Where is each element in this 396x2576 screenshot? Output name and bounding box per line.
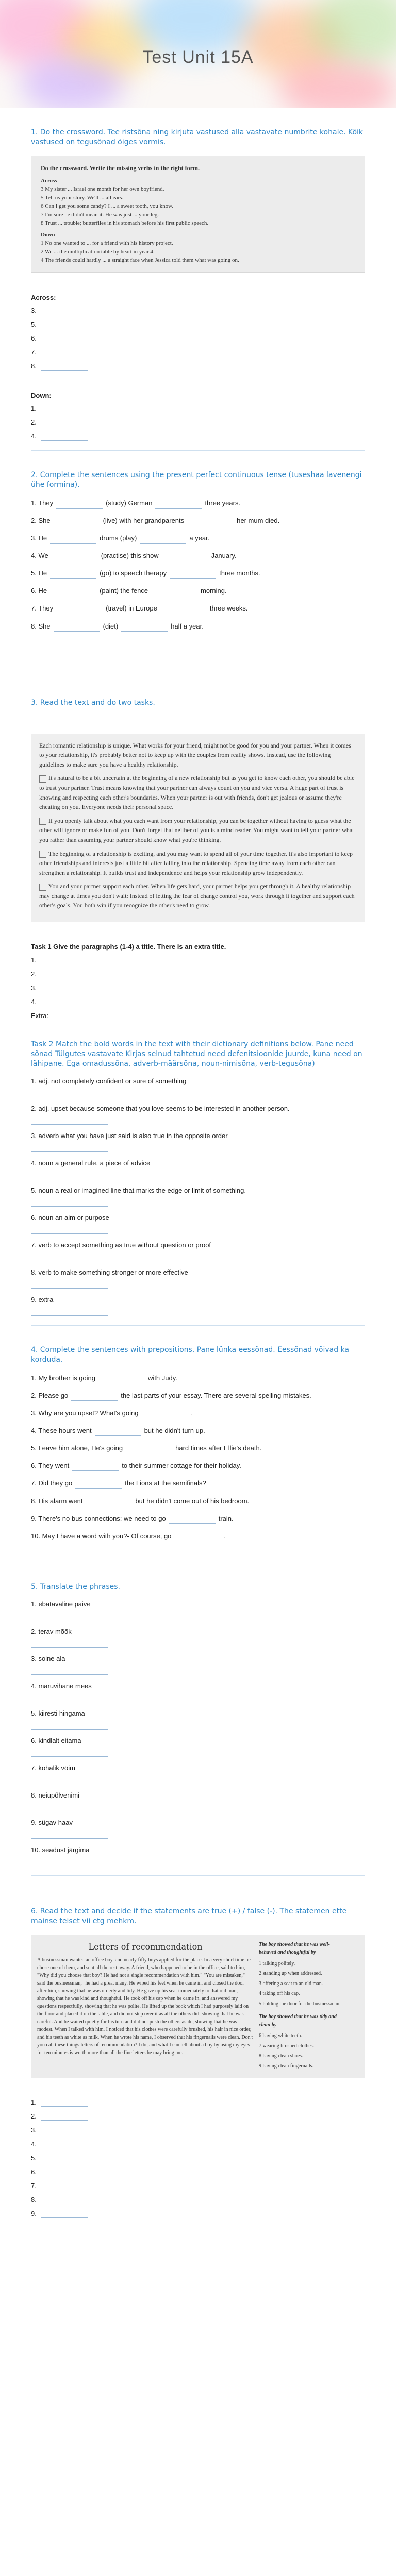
definition-text: 2. adj. upset because someone that you love seems to be interested in another person.	[31, 1104, 290, 1112]
sentence-start: 9. There's no bus connections; we need to go	[31, 1514, 166, 1522]
answer-input[interactable]	[170, 569, 216, 579]
task1-instruction: 1. Do the crossword. Tee ristsõna ning kirjuta vastused alla vastavate numbrite kohale. Kõik vastused on tegusõnad õiges vormis.	[31, 128, 364, 146]
answer-input[interactable]	[141, 1409, 188, 1418]
crossword-across-1: 5 Tell us your story. We'll ... all ears.	[41, 194, 124, 201]
sentence-end: .	[191, 1409, 193, 1417]
sentence-start: 3. Why are you upset? What's going	[31, 1409, 139, 1417]
crossword-across-0: 3 My sister ... Israel one month for her own boyfriend.	[41, 186, 164, 193]
sentence-row	[31, 551, 365, 561]
answer-input[interactable]	[187, 517, 234, 526]
field-num: 1.	[31, 404, 37, 413]
statement: 8 having clean shoes.	[259, 2053, 303, 2059]
sentence-row	[31, 1531, 365, 1541]
phrase-text: 7. kohalik vöim	[31, 1764, 75, 1772]
task3-sub2: Task 2 Match the bold words in the text with their dictionary definitions below. Pane need sõnad Tülgutes vastavate Kirjas selnud tahtetud need defenitsioonide juurde, kuna need on lähipane. Ega omadussõna, adverb-määrsõna, noun-nimisõna, verb-tegusõna)	[31, 1040, 362, 1068]
paragraph-number-box	[39, 818, 46, 825]
sentence-start: 6. He	[31, 587, 47, 595]
crossword-across-4: 8 Trust ... trouble; butterflies in his stomach before his first public speech.	[41, 220, 209, 227]
phrase-item	[31, 1846, 365, 1866]
sentence-row	[31, 1461, 365, 1471]
answer-input[interactable]	[41, 955, 150, 964]
crossword-across-3: 7 I'm sure he didn't mean it. He was just ... your leg.	[41, 211, 159, 218]
sentence-mid: (go) to speech therapy	[100, 569, 167, 578]
field-num: 6.	[31, 334, 37, 343]
sentence-row	[31, 1426, 365, 1436]
definition-item	[31, 1268, 365, 1289]
answer-input[interactable]	[41, 348, 88, 357]
phrase-item	[31, 1791, 365, 1811]
answer-input[interactable]	[41, 334, 88, 343]
answer-input[interactable]	[41, 2195, 88, 2204]
field-num: 4.	[31, 997, 37, 1006]
answer-input[interactable]	[57, 1011, 165, 1020]
crossword-across-title: Across	[41, 177, 57, 184]
phrase-item	[31, 1628, 365, 1648]
definition-text: 4. noun a general rule, a piece of advice	[31, 1159, 151, 1167]
phrase-item	[31, 1709, 365, 1730]
answer-input[interactable]	[41, 320, 88, 329]
answer-input[interactable]	[174, 1532, 221, 1541]
field-num: 5.	[31, 320, 37, 329]
sentence-mid: (diet)	[103, 622, 119, 630]
sentence-row	[31, 1391, 365, 1401]
definition-text: 6. noun an aim or purpose	[31, 1213, 109, 1222]
statement: 5 holding the door for the businessman.	[259, 2001, 341, 2007]
field-num: 2.	[31, 970, 37, 978]
definition-text: 5. noun a real or imagined line that marks the edge or limit of something.	[31, 1186, 246, 1194]
field-num: 9.	[31, 2209, 37, 2217]
crossword-across-2: 6 Can I get you some candy? I ... a sweet tooth, you know.	[41, 203, 174, 210]
field-num: 8.	[31, 362, 37, 370]
sentence-end: the Lions at the semifinals?	[125, 1479, 206, 1487]
phrase-text: 1. ebatavaline paive	[31, 1600, 91, 1608]
sentence-start: 4. We	[31, 551, 48, 560]
reading-text	[31, 734, 365, 922]
sentence-mid: (practise) this show	[101, 551, 159, 560]
statement: 4 taking off his cap.	[259, 1991, 300, 1997]
sentence-mid: (live) with her grandparents	[103, 516, 185, 524]
sentence-start: 2. Please go	[31, 1391, 69, 1399]
definition-text: 1. adj. not completely confident or sure of something	[31, 1077, 187, 1085]
sentence-row	[31, 1514, 365, 1524]
statement: 6 having white teeth.	[259, 2033, 302, 2039]
phrase-text: 6. kindlalt eitama	[31, 1736, 81, 1744]
answer-input[interactable]	[151, 587, 197, 596]
definition-item	[31, 1241, 365, 1261]
phrase-text: 10. seadust järgima	[31, 1845, 90, 1854]
divider	[31, 1325, 365, 1326]
statement: 3 offering a seat to an old man.	[259, 1980, 323, 1987]
field-num: 1.	[31, 956, 37, 964]
sentence-end: a year.	[189, 534, 210, 542]
task2-instruction: 2. Complete the sentences using the present perfect continuous tense (tuseshaa lavenengi ühe formina).	[31, 470, 362, 489]
definition-item	[31, 1077, 365, 1097]
answer-input[interactable]	[31, 1720, 108, 1730]
answer-input[interactable]	[31, 1611, 108, 1620]
answer-input[interactable]	[50, 534, 96, 544]
phrase-item	[31, 1764, 365, 1784]
answer-input[interactable]	[140, 534, 186, 544]
answer-input[interactable]	[75, 1480, 122, 1489]
phrase-item	[31, 1600, 365, 1620]
sentence-end: three months.	[219, 569, 260, 578]
answer-input[interactable]	[98, 1374, 145, 1383]
definition-text: 3. adverb what you have just said is also true in the opposite order	[31, 1131, 228, 1140]
answer-input[interactable]	[41, 2097, 88, 2107]
sentence-start: 8. She	[31, 622, 51, 630]
sentence-start: 2. She	[31, 516, 51, 524]
answer-input[interactable]	[31, 1252, 108, 1261]
answer-input[interactable]	[160, 605, 207, 614]
letter-title: Letters of recommendation	[88, 1941, 203, 1952]
answer-input[interactable]	[31, 1775, 108, 1784]
sentence-row	[31, 1373, 365, 1383]
sentence-start: 5. Leave him alone, He's going	[31, 1444, 123, 1452]
definition-item	[31, 1296, 365, 1316]
answer-input[interactable]	[41, 2139, 88, 2148]
sentence-start: 4. These hours went	[31, 1426, 92, 1434]
statement: 9 having clean fingernails.	[259, 2063, 314, 2069]
definition-item	[31, 1187, 365, 1207]
statement: 2 standing up when addressed.	[259, 1971, 322, 1977]
paragraph-number-box	[39, 851, 46, 858]
sentence-start: 8. His alarm went	[31, 1497, 83, 1505]
answer-input[interactable]	[31, 1857, 108, 1866]
sentence-row	[31, 568, 365, 579]
sentence-end: three years.	[205, 499, 241, 507]
sentence-start: 10. May I have a word with you?- Of course, go	[31, 1532, 172, 1540]
answer-input[interactable]	[41, 2111, 88, 2121]
sentence-start: 1. My brother is going	[31, 1374, 96, 1382]
answer-input[interactable]	[31, 1748, 108, 1757]
answer-input[interactable]	[31, 1088, 108, 1097]
paragraph-3: The beginning of a relationship is exciting, and you may want to spend all of your time together. It's also important to keep other friendships and interests just a little bit after falling into the relationship. Spending time away from each other can strengthen a relationship. It builds trust and independence and helps your relationship grow independently.	[39, 850, 353, 876]
letter-body: A businessman wanted an office boy, and nearly fifty boys applied for the place. In a very short time he chose one of them, and sent all the rest away. A friend, who happened to be in the office, said to him, "Why did you choose that boy? He had not a single recommendation with him." "You are mistaken," said the businessman, "he had a great many. He wiped his feet when he came in, and closed the door after him, showing that he was orderly and tidy. He gave up his seat immediately to that old man, showing that he was kind and thoughtful. He took off his cap when he came in, and answered my questions respectfully, showing that he was polite. He lifted up the book which I had purposely laid on the floor and placed it on the table, and did not step over it as all the others did, showing that he was careful. And he waited quietly for his turn and did not push the others aside, showing that he was modest. When I talked with him, I noticed that his clothes were carefully brushed, his hair in nice order, and his teeth as white as milk. When he wrote his name, I observed that his fingernails were clean. Don't you call these things letters of recommendation? I do; and what I can tell about a boy by using my eyes for ten minutes is worth more than all the fine letters he may bring me.	[37, 1957, 253, 2056]
divider	[31, 1875, 365, 1876]
answer-input[interactable]	[50, 569, 96, 579]
answer-input[interactable]	[126, 1444, 172, 1453]
answer-input[interactable]	[41, 404, 88, 413]
answer-input[interactable]	[31, 1638, 108, 1648]
task5-instruction: 5. Translate the phrases.	[31, 1582, 120, 1591]
answer-input[interactable]	[169, 1515, 216, 1524]
phrase-item	[31, 1682, 365, 1702]
sentence-end: her mum died.	[237, 516, 280, 524]
answer-input[interactable]	[31, 1693, 108, 1702]
divider	[31, 450, 365, 451]
task6-instruction: 6. Read the text and decide if the statements are true (+) / false (-). The statemen ette mainse teiset vii etg mehkm.	[31, 1907, 347, 1925]
sentence-end: half a year.	[171, 622, 204, 630]
answer-input[interactable]	[162, 552, 208, 561]
sentence-row	[31, 498, 365, 509]
sentence-end: January.	[211, 551, 237, 560]
phrase-text: 8. neiupõlvenimi	[31, 1791, 79, 1799]
answer-input[interactable]	[71, 1392, 118, 1401]
field-num: 8.	[31, 2195, 37, 2204]
statement: 1 talking politely.	[259, 1960, 295, 1967]
statements-panel	[259, 1941, 346, 2073]
sentence-end: hard times after Ellie's death.	[175, 1444, 262, 1452]
answer-input[interactable]	[41, 2125, 88, 2134]
sentence-start: 7. Did they go	[31, 1479, 73, 1487]
answer-input[interactable]	[41, 306, 88, 315]
crossword-down-0: 1 No one wanted to ... for a friend with his history project.	[41, 240, 173, 247]
answer-input[interactable]	[54, 517, 100, 526]
answer-input[interactable]	[31, 1666, 108, 1675]
field-num: 2.	[31, 418, 37, 427]
answer-input[interactable]	[56, 499, 103, 509]
answer-input[interactable]	[31, 1225, 108, 1234]
answer-input[interactable]	[41, 432, 88, 441]
answer-input[interactable]	[41, 997, 150, 1006]
answer-input[interactable]	[121, 622, 168, 632]
sentence-start: 1. They	[31, 499, 54, 507]
sentence-start: 5. He	[31, 569, 47, 578]
sentence-end: with Judy.	[148, 1374, 177, 1382]
field-num: 7.	[31, 348, 37, 357]
answer-input[interactable]	[31, 1170, 108, 1179]
field-num: 3.	[31, 984, 37, 992]
answer-input[interactable]	[95, 1427, 141, 1436]
crossword-head: Do the crossword. Write the missing verbs in the right form.	[41, 164, 200, 172]
sentence-row	[31, 533, 365, 544]
letter-image	[31, 1935, 365, 2079]
sentence-start: 3. He	[31, 534, 47, 542]
definition-item	[31, 1105, 365, 1125]
crossword-down-2: 4 The friends could hardly ... a straight face when Jessica told them what was going on.	[41, 257, 239, 264]
answer-input[interactable]	[31, 1802, 108, 1811]
task4-instruction: 4. Complete the sentences with prepositions. Pane lünka eessõnad. Eessõnad võivad ka korduda.	[31, 1345, 349, 1364]
field-num: 3.	[31, 2126, 37, 2134]
phrase-text: 4. maruvihane mees	[31, 1682, 92, 1690]
definition-text: 9. extra	[31, 1295, 54, 1303]
phrase-item	[31, 1737, 365, 1757]
across-label: Across:	[31, 293, 56, 301]
phrase-text: 5. kiiresti hingama	[31, 1709, 85, 1717]
answer-input[interactable]	[31, 1197, 108, 1207]
sentence-row	[31, 516, 365, 526]
answer-input[interactable]	[41, 969, 150, 978]
sentence-row	[31, 1478, 365, 1488]
answer-input[interactable]	[41, 362, 88, 371]
definition-item	[31, 1132, 365, 1152]
sentence-end: morning.	[201, 587, 227, 595]
phrase-text: 3. soine ala	[31, 1654, 65, 1663]
answer-input[interactable]	[31, 1307, 108, 1316]
task3-sub1: Task 1 Give the paragraphs (1-4) a title. There is an extra title.	[31, 943, 226, 951]
sentence-end: but he didn't come out of his bedroom.	[135, 1497, 250, 1505]
page-title: Test Unit 15A	[142, 47, 254, 67]
answer-input[interactable]	[31, 1279, 108, 1289]
definition-item	[31, 1159, 365, 1179]
paragraph-number-box	[39, 775, 46, 783]
answer-input[interactable]	[72, 1462, 119, 1471]
field-num: 1.	[31, 2098, 37, 2106]
phrase-text: 2. terav mõõk	[31, 1627, 72, 1635]
crossword-down-title: Down	[41, 231, 55, 238]
sentence-row	[31, 1443, 365, 1453]
answer-input[interactable]	[56, 605, 103, 614]
sentence-row	[31, 1496, 365, 1506]
field-num: 6.	[31, 2167, 37, 2176]
sentence-end: train.	[218, 1514, 234, 1522]
sentence-end: .	[224, 1532, 226, 1540]
page-header	[0, 0, 396, 108]
sentence-row	[31, 1408, 365, 1418]
sentence-start: 7. They	[31, 604, 54, 613]
answer-input[interactable]	[41, 2181, 88, 2190]
answer-input[interactable]	[31, 1115, 108, 1125]
sentence-end: the last parts of your essay. There are several spelling mistakes.	[121, 1391, 311, 1399]
phrase-item	[31, 1655, 365, 1675]
definition-item	[31, 1214, 365, 1234]
paragraph-2: If you openly talk about what you each want from your relationship, you can be together without having to guess what the other will ignore or make fun of you. Don't forget that neither of you is a mind reader. You might want to tell your partner what you rather than assuming your partner should know what you're thinking.	[39, 817, 354, 843]
answer-input[interactable]	[31, 1143, 108, 1152]
sentence-start: 6. They went	[31, 1462, 70, 1470]
field-num: 3.	[31, 307, 37, 315]
sentence-row	[31, 621, 365, 632]
sentence-row	[31, 586, 365, 596]
field-num: Extra:	[31, 1011, 48, 1020]
answer-input[interactable]	[41, 418, 88, 427]
field-num: 4.	[31, 432, 37, 440]
task3-instruction: 3. Read the text and do two tasks.	[31, 698, 155, 707]
field-num: 2.	[31, 2112, 37, 2120]
field-num: 7.	[31, 2181, 37, 2190]
answer-input[interactable]	[155, 499, 202, 509]
answer-input[interactable]	[86, 1497, 132, 1506]
answer-input[interactable]	[52, 552, 98, 561]
sentence-end: but he didn't turn up.	[144, 1426, 205, 1434]
crossword-image	[31, 156, 365, 273]
crossword-down-1: 2 We ... the multiplication table by heart in year 4.	[41, 248, 155, 255]
sentence-mid: (paint) the fence	[100, 587, 148, 595]
answer-input[interactable]	[41, 2209, 88, 2218]
answer-input[interactable]	[50, 587, 96, 596]
sentence-end: to their summer cottage for their holiday.	[122, 1462, 241, 1470]
answer-input[interactable]	[31, 1829, 108, 1839]
paragraph-intro: Each romantic relationship is unique. What works for your friend, might not be good for you and your partner. When it comes to your relationship, it's probably better not to keep up with the couples from reality shows. Instead, use the following guidelines to make sure you have a healthy relationship.	[39, 741, 351, 768]
statement: 7 wearing brushed clothes.	[259, 2043, 315, 2049]
sentence-mid: (travel) in Europe	[106, 604, 157, 613]
field-num: 4.	[31, 2140, 37, 2148]
field-num: 5.	[31, 2154, 37, 2162]
answer-input[interactable]	[41, 983, 150, 992]
definition-text: 7. verb to accept something as true without question or proof	[31, 1241, 211, 1249]
sentence-end: three weeks.	[209, 604, 248, 613]
paragraph-1: It's natural to be a bit uncertain at the beginning of a new relationship but as you get to know each other, you should be able to trust your partner. Trust means knowing that your partner can always count on you and vice versa. A huge part of trust is knowing and respecting each other's boundaries. When your partner is out with friends, don't get jealous or assume they're cheating on you. Everyone needs their personal space.	[39, 774, 355, 811]
statements-head-1: The boy showed that he was well-behaved and thoughtful by	[259, 1941, 330, 1956]
answer-input[interactable]	[41, 2167, 88, 2176]
phrase-item	[31, 1819, 365, 1839]
sentence-row	[31, 603, 365, 614]
phrase-text: 9. sügav haav	[31, 1818, 73, 1826]
sentence-mid: drums (play)	[100, 534, 137, 542]
letter-text	[37, 1941, 254, 2073]
definition-text: 8. verb to make something stronger or more effective	[31, 1268, 188, 1276]
sentence-mid: (study) German	[106, 499, 153, 507]
paragraph-4: You and your partner support each other. When life gets hard, your partner helps you get through it. A healthy relationship may change at times you don't wait: Instead of letting the fear of change control you, work through it together and support each other's goals. You both win if you recognize the other's need to grow.	[39, 883, 355, 909]
statements-head-2: The boy showed that he was tidy and clean by	[259, 2014, 337, 2028]
paragraph-number-box	[39, 884, 46, 891]
answer-input[interactable]	[54, 622, 100, 632]
down-label: Down:	[31, 391, 52, 399]
answer-input[interactable]	[41, 2153, 88, 2162]
